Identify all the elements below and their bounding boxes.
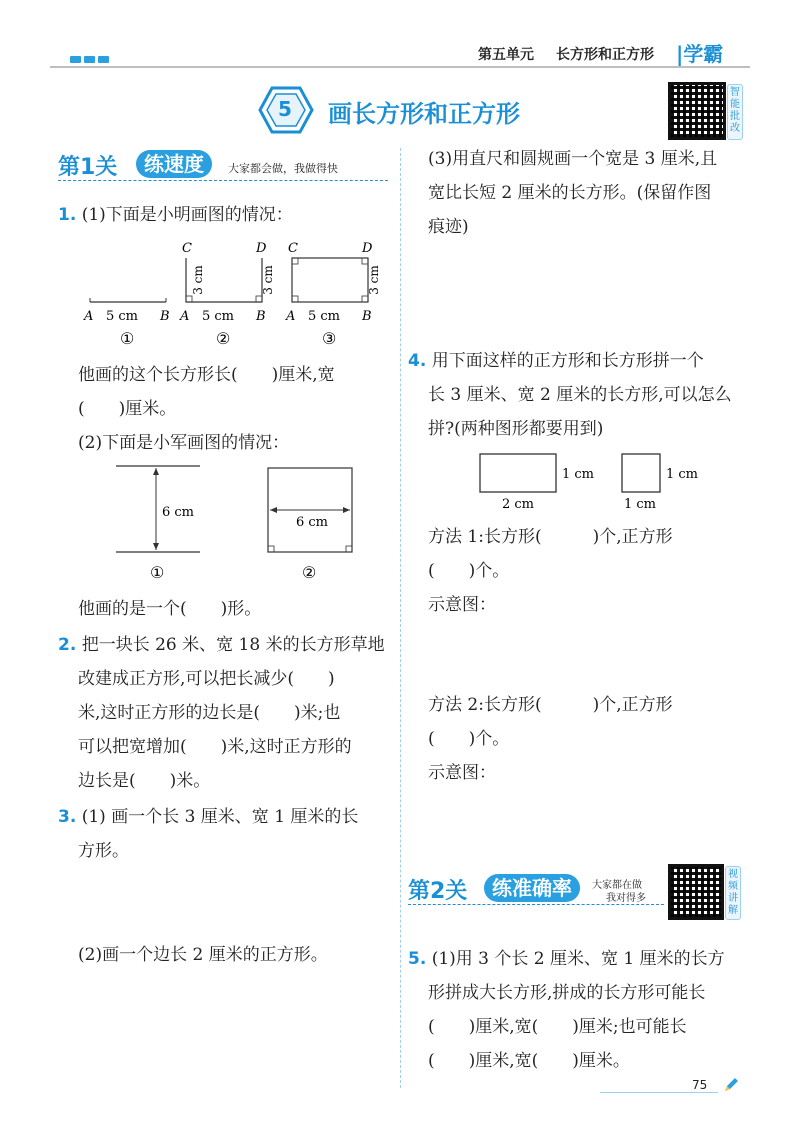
q4-line-2: 长 3 厘米、宽 2 厘米的长方形,可以怎么	[428, 385, 732, 405]
level2-underline	[408, 904, 664, 905]
q1-figure-xiaoming	[80, 236, 390, 358]
figB-label-len6: 6 cm	[296, 515, 329, 530]
fig1-number: ①	[120, 329, 135, 348]
q2-line-5: 边长是( )米。	[78, 771, 211, 791]
footer-rule	[600, 1092, 718, 1093]
fig3-label-len5: 5 cm	[308, 309, 341, 324]
q2-number: 2.	[58, 635, 77, 655]
q3-part1-line-1	[58, 800, 358, 834]
fig2-label-D: D	[256, 241, 267, 256]
q4-sketch1: 示意图：	[428, 595, 496, 615]
lesson-number: 5	[278, 97, 292, 121]
q3-part3-line-3: 痕迹)	[428, 217, 469, 237]
fig2-label-len3-left: 3 cm	[191, 265, 205, 295]
q3-part3-line-2: 宽比长短 2 厘米的长方形。(保留作图	[428, 183, 712, 203]
fig1-label-len: 5 cm	[106, 309, 139, 324]
fig3-label-B: B	[362, 309, 372, 324]
q5-text-1: (1)用 3 个长 2 厘米、宽 1 厘米的长方	[431, 949, 725, 969]
q4-sketch2: 示意图：	[428, 763, 496, 783]
level1-label: 第1关	[58, 155, 118, 180]
qr-side-label: 智能批改	[727, 84, 743, 140]
q4-method2-a: 方法 2:长方形( )个,正方形	[428, 695, 673, 715]
fig2-number: ②	[216, 329, 231, 348]
q3-part2: (2)画一个边长 2 厘米的正方形。	[78, 945, 328, 965]
fig2-label-C: C	[182, 241, 192, 256]
q1-number: 1.	[58, 205, 77, 225]
fig3-label-A: A	[286, 309, 296, 324]
q4-square-height: 1 cm	[666, 467, 699, 482]
q2-line-3: 米,这时正方形的边长是( )米;也	[78, 703, 341, 723]
figB-number: ②	[302, 563, 317, 582]
q2-text-1: 把一块长 26 米、宽 18 米的长方形草地	[81, 635, 385, 655]
level1-underline	[58, 180, 388, 181]
level2-slogan-2: 我对得多	[606, 893, 646, 904]
q1-part1-text: (1)下面是小明画图的情况：	[81, 205, 293, 225]
level2-slogan-1: 大家都在做	[592, 880, 642, 891]
q3-part1-line-2: 方形。	[78, 841, 129, 861]
fig3-number: ③	[322, 329, 337, 348]
q4-rect-width: 2 cm	[502, 497, 535, 512]
lesson-title: 画长方形和正方形	[328, 100, 520, 128]
fig3-label-D: D	[362, 241, 373, 256]
page-number: 75	[692, 1078, 708, 1092]
q5-line-4: ( )厘米,宽( )厘米。	[428, 1051, 630, 1071]
fig2-label-A: A	[180, 309, 190, 324]
figA-number: ①	[150, 563, 165, 582]
q4-method1-a: 方法 1:长方形( )个,正方形	[428, 527, 673, 547]
header-brand: |学霸	[676, 42, 724, 66]
fig2-label-len3-right: 3 cm	[261, 265, 275, 295]
column-divider	[400, 148, 401, 1088]
q4-line-1	[408, 344, 704, 378]
q5-line-1	[408, 942, 725, 976]
q1-part1-intro	[58, 198, 293, 232]
q4-number: 4.	[408, 351, 427, 371]
q4-text-1: 用下面这样的正方形和长方形拼一个	[431, 351, 704, 371]
q4-line-3: 拼?(两种图形都要用到)	[428, 419, 604, 439]
q4-rect-height: 1 cm	[562, 467, 595, 482]
fig3-label-len3: 3 cm	[367, 265, 381, 295]
header-decoration	[70, 48, 112, 67]
q3-number: 3.	[58, 807, 77, 827]
q1-part2-answer: 他画的是一个( )形。	[78, 599, 262, 619]
q5-line-3: ( )厘米,宽( )厘米;也可能长	[428, 1017, 687, 1037]
fig1-label-A: A	[84, 309, 94, 324]
q4-square-width: 1 cm	[624, 497, 657, 512]
q1-part1-answer-a: 他画的这个长方形长( )厘米,宽	[78, 365, 335, 385]
level1-name: 练速度	[136, 150, 212, 178]
level2-label: 第2关	[408, 879, 468, 904]
brand-text: 学霸	[683, 42, 724, 66]
q5-line-2: 形拼成大长方形,拼成的长方形可能长	[428, 983, 706, 1003]
qr-video-side-label: 视频讲解	[725, 866, 741, 920]
fig2-label-len5: 5 cm	[202, 309, 235, 324]
figA-label-len6: 6 cm	[162, 505, 195, 520]
q3-part3-line-1: (3)用直尺和圆规画一个宽是 3 厘米,且	[428, 149, 718, 169]
q2-line-2: 改建成正方形,可以把长减少( )	[78, 669, 335, 689]
q2-line-1	[58, 628, 385, 662]
level2-name: 练准确率	[484, 874, 580, 902]
q3-p1-text-1: (1) 画一个长 3 厘米、宽 1 厘米的长	[81, 807, 359, 827]
q1-figure-xiaojun	[112, 462, 362, 588]
q1-part1-answer-b: ( )厘米。	[78, 399, 177, 419]
q1-part2-intro: (2)下面是小军画图的情况：	[78, 433, 290, 453]
qr-code-video[interactable]	[668, 864, 724, 920]
header-unit: 第五单元	[478, 47, 534, 63]
q4-figure	[474, 450, 724, 514]
header-topic: 长方形和正方形	[556, 47, 654, 63]
fig2-label-B: B	[256, 309, 266, 324]
pencil-icon	[722, 1076, 740, 1094]
q4-method1-b: ( )个。	[428, 561, 510, 581]
fig1-label-B: B	[160, 309, 170, 324]
qr-code-grading[interactable]	[668, 82, 726, 140]
q2-line-4: 可以把宽增加( )米,这时正方形的	[78, 737, 352, 757]
fig3-label-C: C	[288, 241, 298, 256]
q5-number: 5.	[408, 949, 427, 969]
q4-method2-b: ( )个。	[428, 729, 510, 749]
level1-slogan: 大家都会做，我做得快	[228, 162, 338, 175]
header-rule	[50, 66, 750, 68]
